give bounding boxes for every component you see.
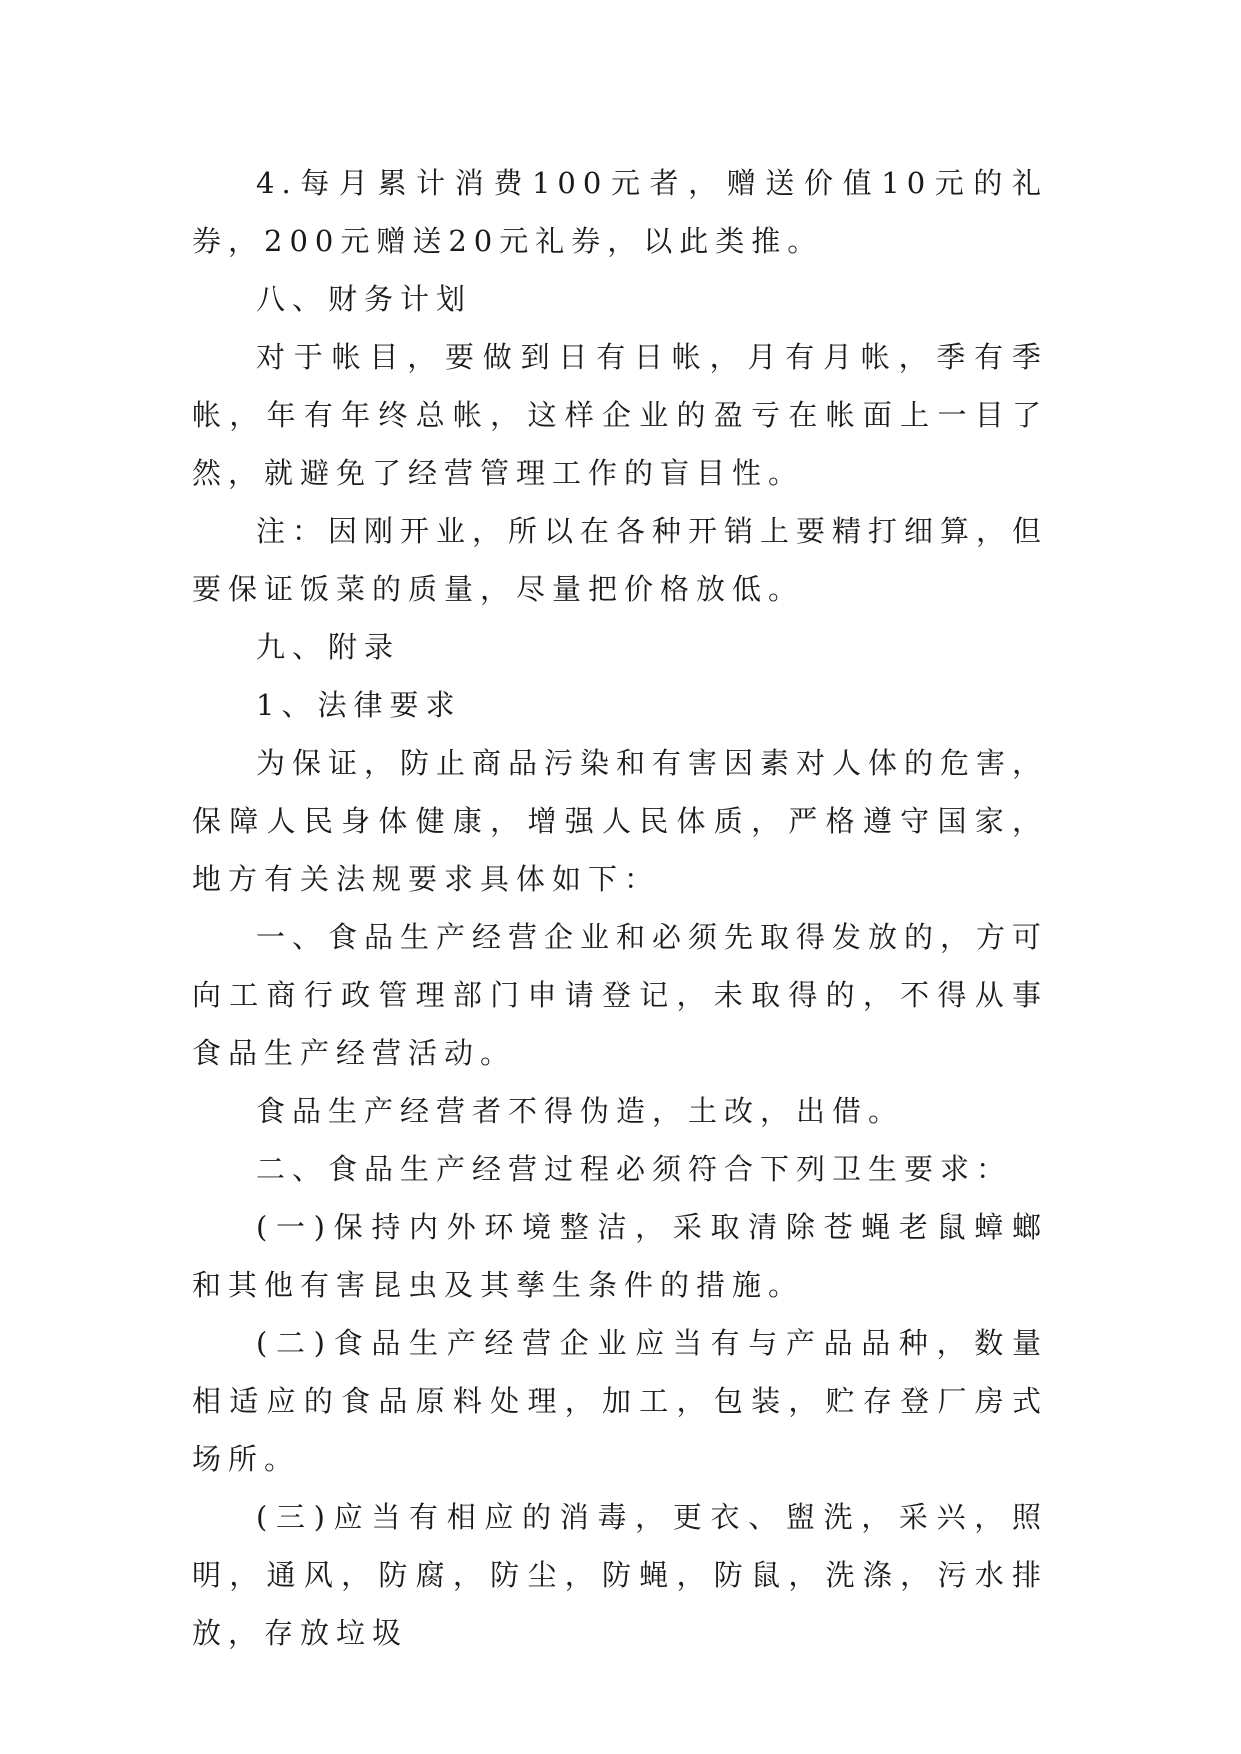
- document-page: [192, 154, 1048, 1662]
- paragraph-item-three: (三)应当有相应的消毒，更衣、盥洗，采兴，照明，通风，防腐，防尘，防蝇，防鼠，洗涤，污水排放，存放垃圾: [192, 1500, 1048, 1650]
- heading-legal-requirements: 1、法律要求: [256, 688, 462, 722]
- paragraph-accounting: 对于帐目，要做到日有日帐，月有月帐，季有季帐，年有年终总帐，这样企业的盈亏在帐面上一目了然，就避免了经营管理工作的盲目性。: [192, 340, 1048, 490]
- paragraph-item-two: (二)食品生产经营企业应当有与产品品种，数量相适应的食品原料处理，加工，包装，贮存登厂房式场所。: [192, 1326, 1048, 1476]
- heading-appendix: 九、附录: [256, 630, 401, 664]
- paragraph-note: 注：因刚开业，所以在各种开销上要精打细算，但要保证饭菜的质量，尽量把价格放低。: [192, 514, 1049, 606]
- paragraph-no-forgery: 食品生产经营者不得伪造，土改，出借。: [256, 1094, 905, 1128]
- heading-financial-plan: 八、财务计划: [256, 282, 473, 316]
- paragraph-item-one: (一)保持内外环境整洁，采取清除苍蝇老鼠蟑螂和其他有害昆虫及其孳生条件的措施。: [192, 1210, 1048, 1302]
- paragraph-legal-intro: 为保证，防止商品污染和有害因素对人体的危害，保障人民身体健康，增强人民体质，严格遵守国家，地方有关法规要求具体如下：: [192, 746, 1049, 896]
- paragraph-rule-two: 二、食品生产经营过程必须符合下列卫生要求：: [256, 1152, 1013, 1186]
- paragraph-rule-one: 一、食品生产经营企业和必须先取得发放的，方可向工商行政管理部门申请登记，未取得的，不得从事食品生产经营活动。: [192, 920, 1049, 1070]
- paragraph-monthly-voucher: 4.每月累计消费100元者，赠送价值10元的礼券，200元赠送20元礼券，以此类推。: [192, 166, 1048, 258]
